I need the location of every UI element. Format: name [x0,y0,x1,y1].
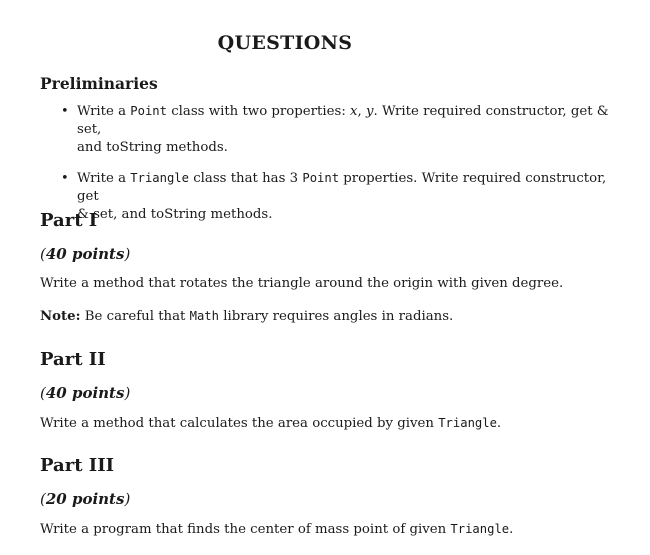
item-text: and toString methods. [77,140,228,155]
part3-description [40,520,625,539]
code-point: Point [130,104,167,118]
item-text: . Write required constructor, get & set, [77,104,609,137]
part1-points [40,245,130,263]
desc-text: Write a method that calculates the area occupied by given [40,416,439,431]
page-title: QUESTIONS [217,32,353,54]
item-text: class with two properties: [166,104,351,119]
item-text: class that has 3 [188,171,303,186]
part2-description [40,414,625,433]
code-triangle: Triangle [450,522,510,536]
var-y: y [366,104,374,119]
part1-heading: Part I [40,210,98,231]
paren-open: ( [40,245,46,263]
list-item [40,169,625,224]
bullet-icon: • [61,104,69,119]
desc-text: . [496,416,502,431]
code-point: Point [302,171,340,185]
item-text: properties. Write required constructor, get [77,171,607,204]
paren-close: ) [124,490,131,508]
part1-note [40,307,625,326]
code-triangle: Triangle [130,171,189,185]
paren-close: ) [124,245,131,263]
note-label: Note: [40,309,81,324]
desc-text: Write a program that finds the center of mass point of given [40,522,451,537]
note-text: library requires angles in radians. [218,309,454,324]
code-triangle: Triangle [438,416,497,430]
bullet-icon: • [61,171,69,186]
part3-points [40,490,130,508]
preliminaries-heading: Preliminaries [40,74,158,93]
part2-heading: Part II [40,349,106,370]
item-text: Write a [77,104,131,119]
item-text: & set, and toString methods. [77,207,273,222]
part1-description: Write a method that rotates the triangle around the origin with given degree. [40,276,564,291]
part2-points [40,384,130,402]
paren-open: ( [40,384,46,402]
paren-close: ) [124,384,131,402]
points-value: 20 points [45,490,125,508]
paren-open: ( [40,490,46,508]
points-value: 40 points [45,245,125,263]
note-text: Be careful that [80,309,190,324]
var-x: x [350,104,358,119]
part3-heading: Part III [40,455,115,476]
desc-text: . [509,522,514,537]
item-text: Write a [77,171,131,186]
preliminaries-list [40,102,625,236]
code-math: Math [189,309,219,323]
item-text: , [357,104,366,119]
points-value: 40 points [45,384,125,402]
list-item [40,102,625,157]
